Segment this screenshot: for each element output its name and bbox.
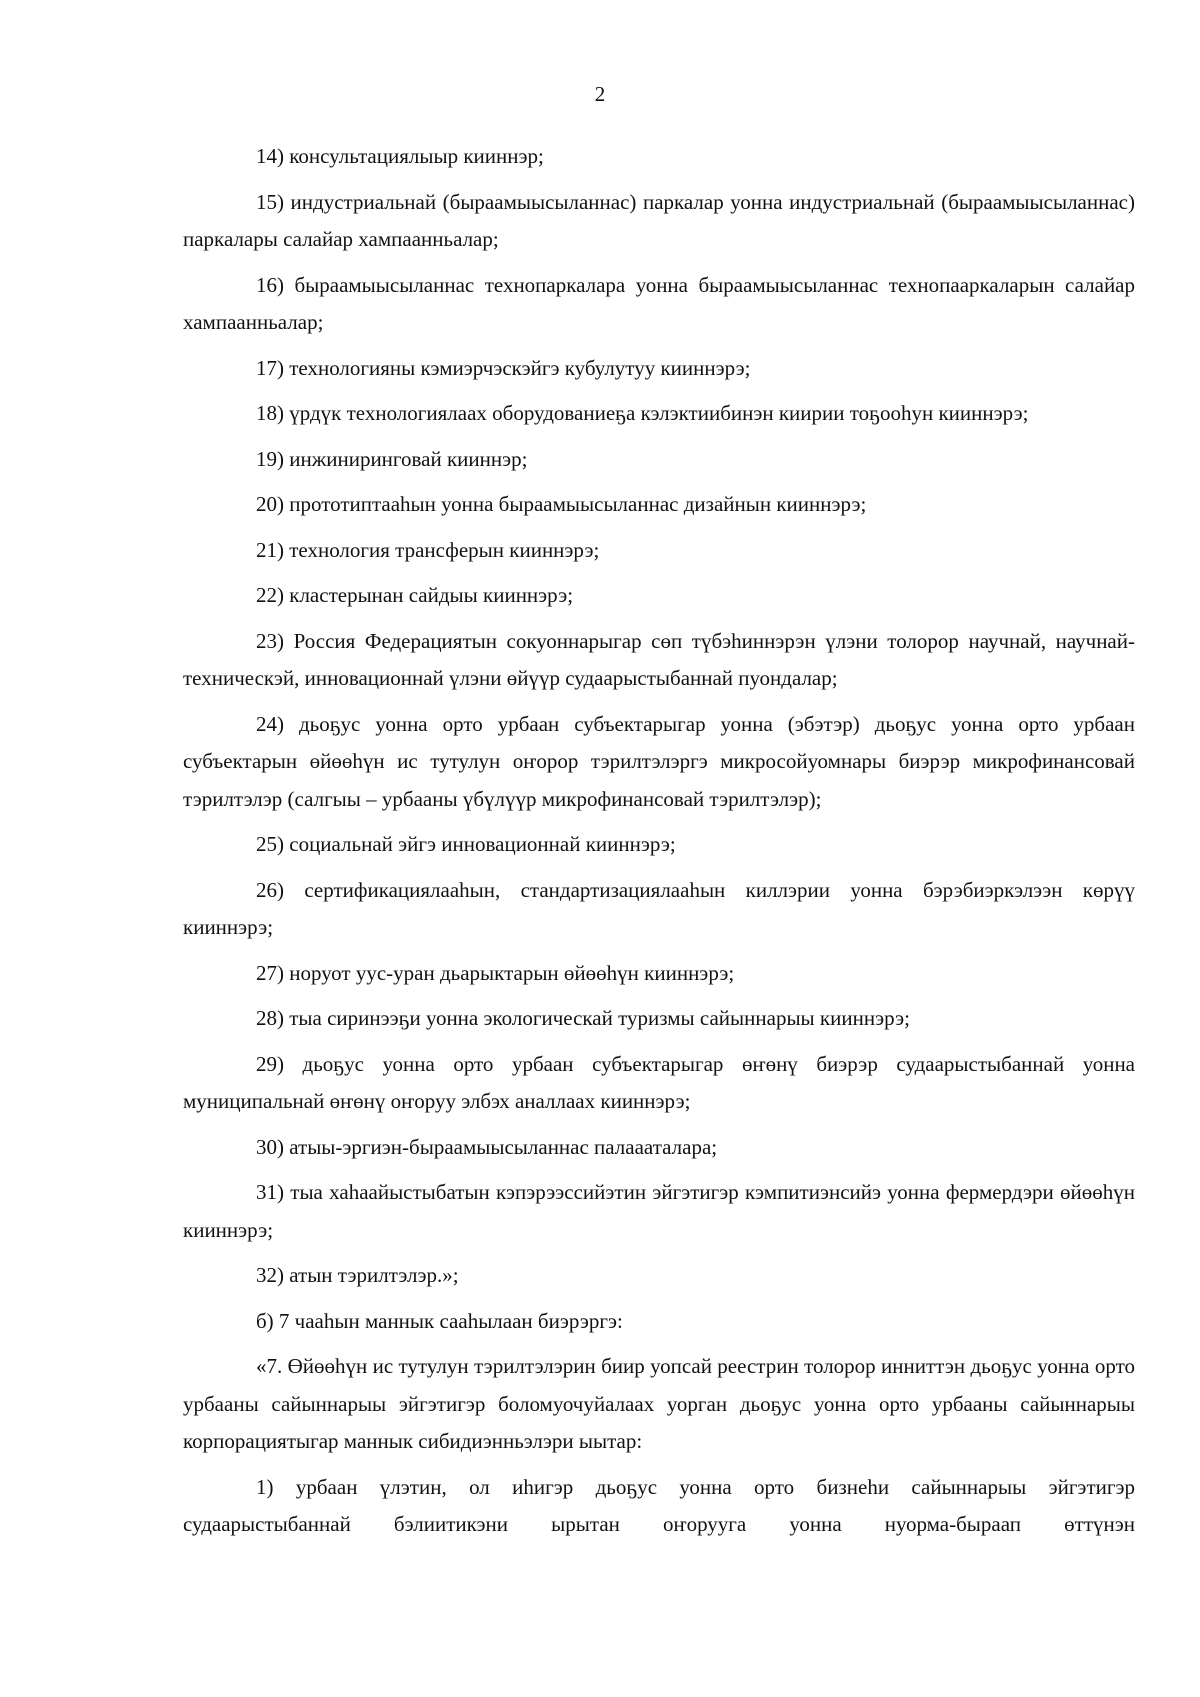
sub-point-b: б) 7 чааһын маннык сааһылаан биэрэргэ: [256,1308,623,1333]
list-item-21: 21) технология трансферын кииннэрэ; [256,537,600,562]
section-7-item-1: 1) урбаан үлэтин, ол иһигэр дьоҕус уонна орто бизнеһи сайыннарыы эйгэтигэр судаарыстыбаннай бэлиитикэни ырытан оҥорууга уонна нуорма-быраап өттүнэн [183,1474,1135,1536]
document-body [183,138,1135,1552]
list-item-24: 24) дьоҕус уонна орто урбаан субъектарыгар уонна (эбэтэр) дьоҕус уонна орто урбаан субъектарын өйөөһүн ис тутулун оҥорор тэрилтэлэргэ микросойуомнары биэрэр микрофинансовай тэрилтэлэр (салгыы – урбааны үбүлүүр микрофинансовай тэрилтэлэр); [183,711,1135,811]
list-item-16: 16) быраамыысыланнас технопаркалара уонна быраамыысыланнас технопааркаларын салайар хампаанньалар; [183,272,1135,334]
list-item-17: 17) технологияны кэмиэрчэскэйгэ кубулутуу кииннэрэ; [256,355,751,380]
list-item-14: 14) консультациялыыр кииннэр; [256,144,544,168]
list-item-31: 31) тыа хаһаайыстыбатын кэпэрээссийэтин эйгэтигэр кэмпитиэнсийэ уонна фермердэри өйөөһүн кииннэрэ; [183,1180,1135,1242]
list-item-27: 27) норуот уус-уран дьарыктарын өйөөһүн кииннэрэ; [256,960,735,985]
list-item-28: 28) тыа сиринээҕи уонна экологическай туризмы сайыннарыы кииннэрэ; [256,1006,910,1030]
list-item-29: 29) дьоҕус уонна орто урбаан субъектарыгар өҥөнү биэрэр судаарыстыбаннай уонна муниципальнай өҥөнү оҥоруу элбэх аналлаах кииннэрэ; [183,1051,1135,1113]
list-item-22: 22) кластерынан сайдыы кииннэрэ; [256,583,574,607]
list-item-18: 18) үрдүк технологиялаах оборудованиеҕа кэлэктиибинэн киирии тоҕооһун кииннэрэ; [256,401,1029,425]
list-item-19: 19) инжиниринговай кииннэр; [256,446,528,471]
list-item-15: 15) индустриальнай (быраамыысыланнас) паркалар уонна индустриальнай (быраамыысыланнас) паркалары салайар хампаанньалар; [183,189,1135,251]
list-item-26: 26) сертификациялааһын, стандартизациялааһын киллэрии уонна бэрэбиэркэлээн көрүү кииннэрэ; [183,877,1135,939]
list-item-25: 25) социальнай эйгэ инновационнай кииннэрэ; [256,832,676,856]
section-7-paragraph: «7. Өйөөһүн ис тутулун тэрилтэлэрин биир уопсай реестрин толорор инниттэн дьоҕус уонна орто урбааны сайыннарыы эйгэтигэр боломуочуйалаах уорган дьоҕус уонна орто урбааны сайыннарыы корпорациятыгар маннык сибидиэнньэлэри ыытар: [183,1354,1135,1453]
list-item-23: 23) Россия Федерациятын сокуоннарыгар сөп түбэһиннэрэн үлэни толорор научнай, научнай-техническэй, инновационнай үлэни өйүүр судаарыстыбаннай пуондалар; [183,628,1135,690]
list-item-30: 30) атыы-эргиэн-быраамыысыланнас палаааталара; [256,1134,718,1159]
list-item-20: 20) прототиптааһын уонна быраамыысыланнас дизайнын кииннэрэ; [256,492,867,516]
list-item-32: 32) атын тэрилтэлэр.»; [256,1263,459,1287]
page-number: 2 [594,82,606,106]
